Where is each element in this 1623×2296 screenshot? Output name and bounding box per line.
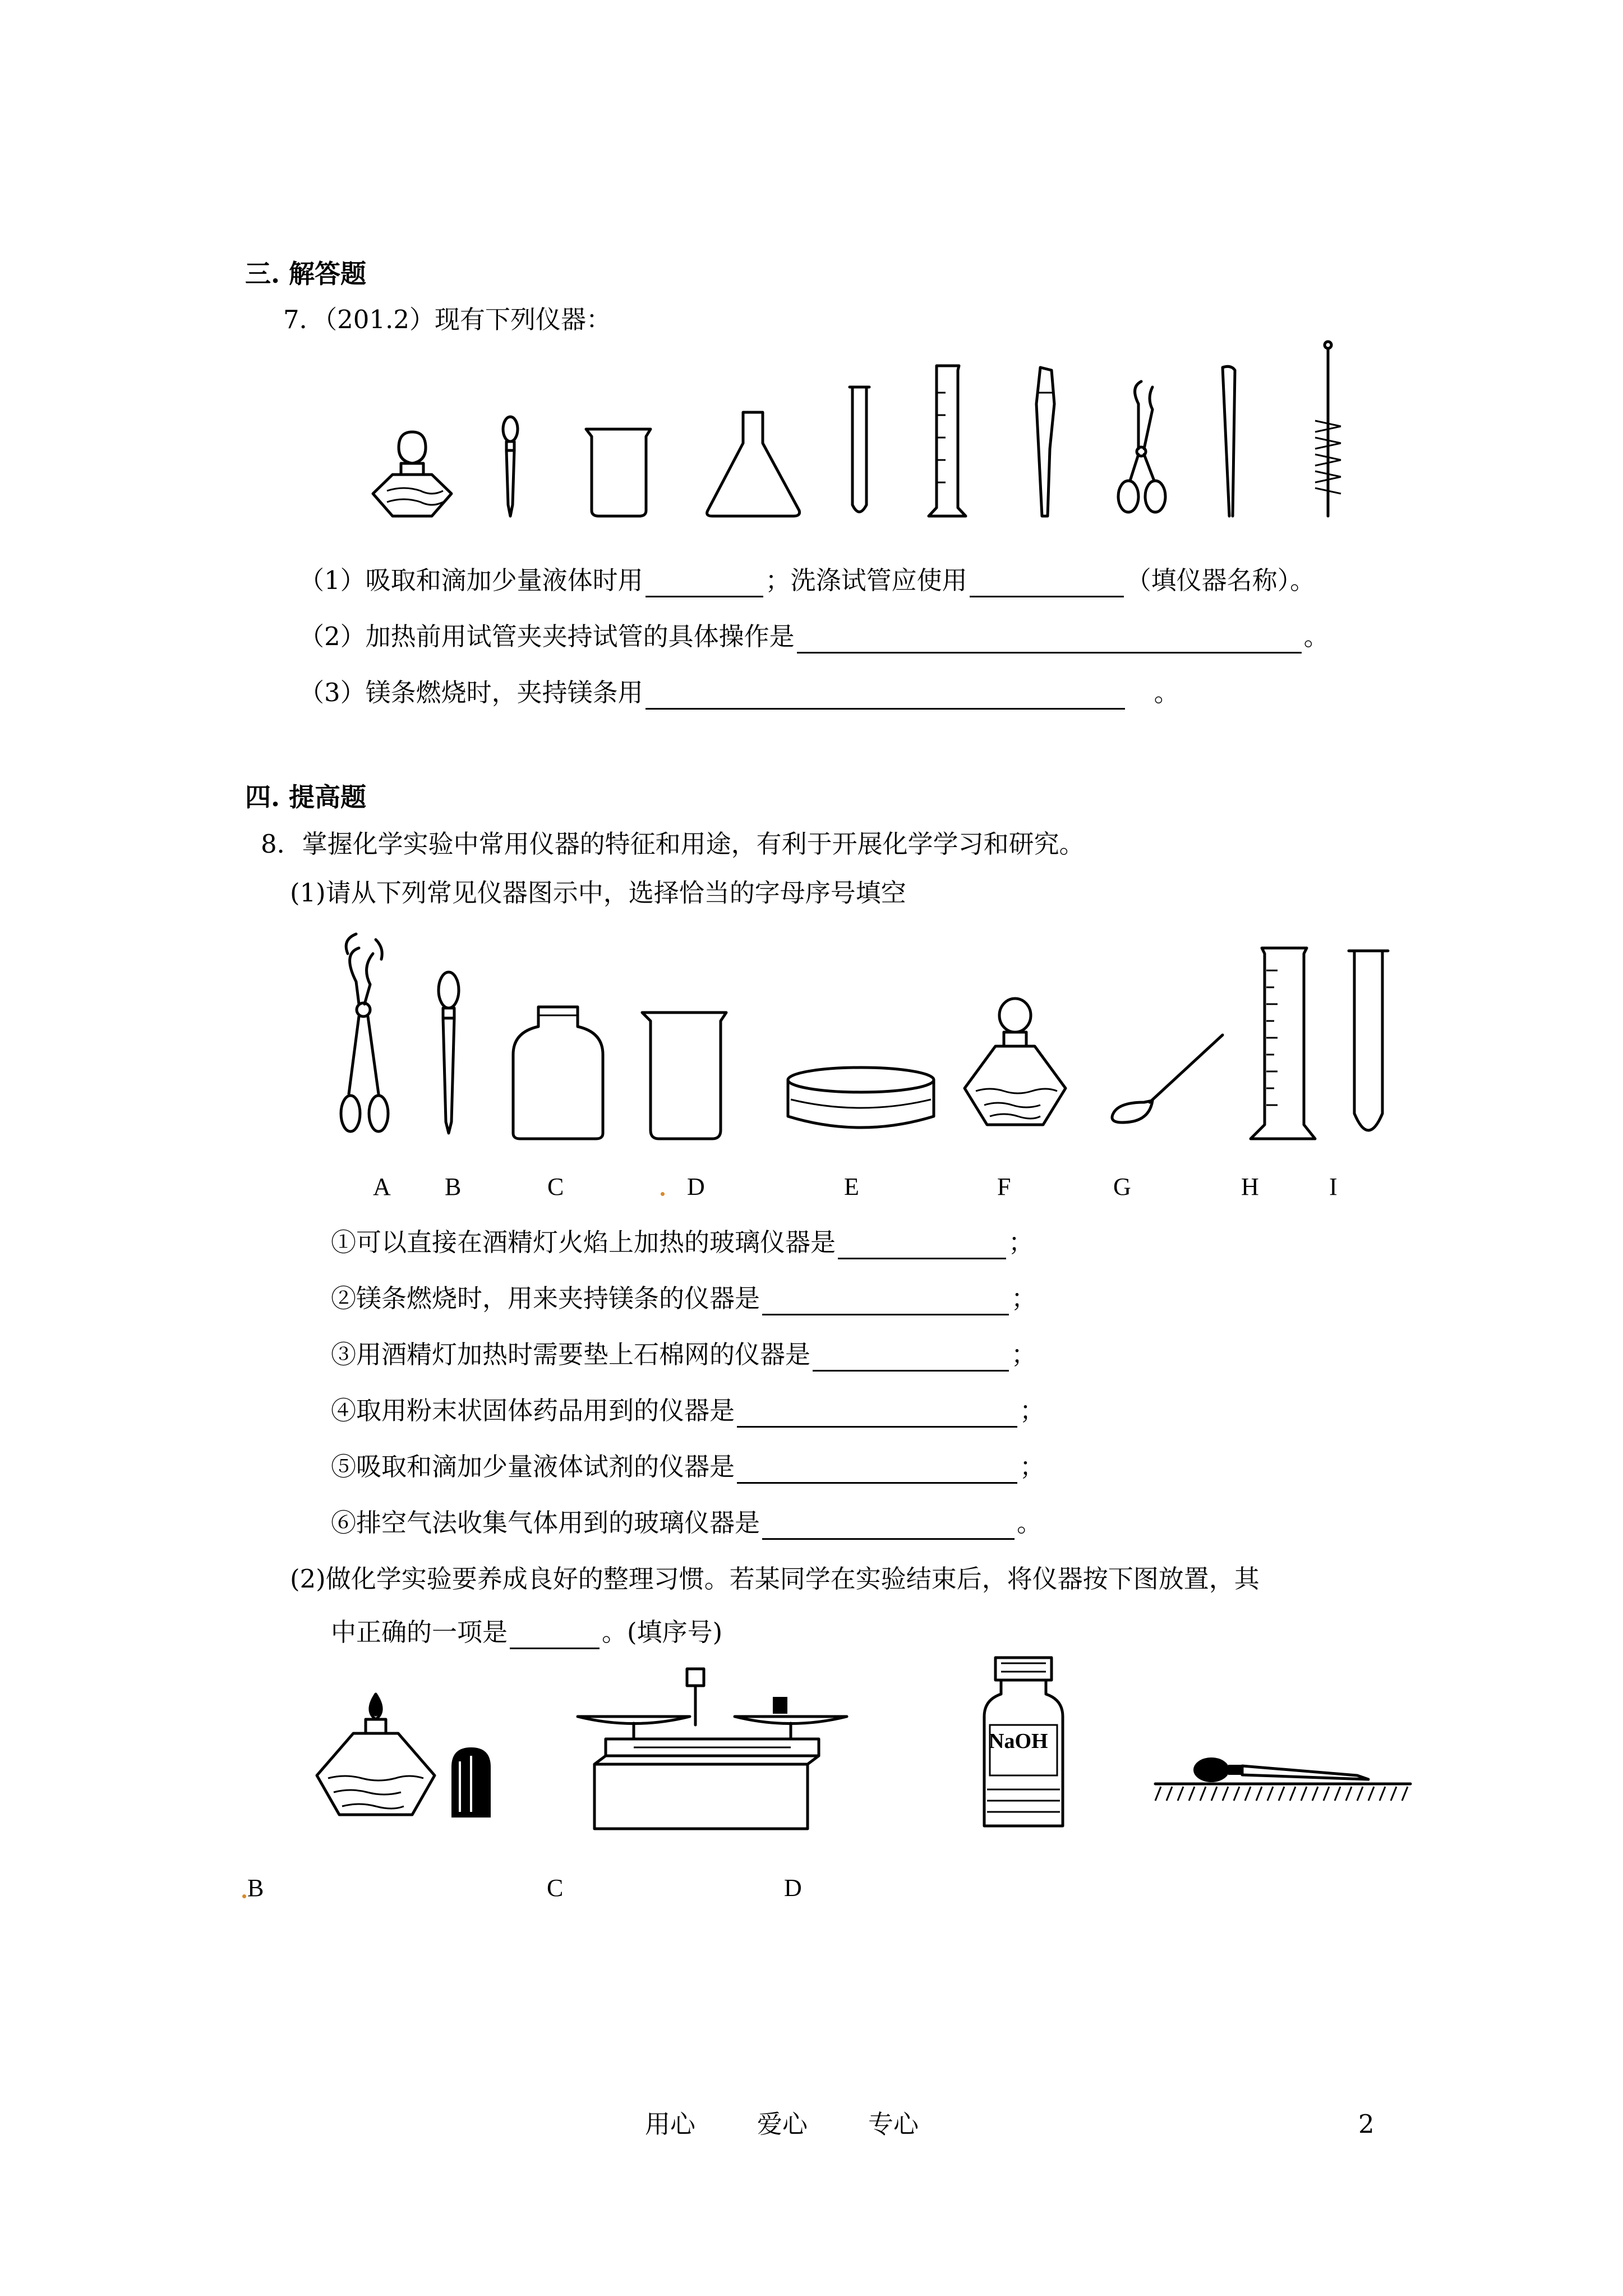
q8-item-4: ④取用粉末状固体药品用到的仪器是 ； [331, 1394, 1045, 1428]
footer-motto-2: 爱心 [757, 2109, 808, 2139]
footer-motto-3: 专心 [868, 2109, 919, 2139]
stray-mark [242, 1890, 246, 1901]
q8-item-5: ⑤吸取和滴加少量液体试剂的仪器是 ； [331, 1450, 1045, 1484]
q8-letter-i: I [1329, 1173, 1338, 1200]
q8-item-6: ⑥排空气法收集气体用到的玻璃仪器是 。 [331, 1506, 1042, 1540]
q8-item-3: ③用酒精灯加热时需要垫上石棉网的仪器是 ； [331, 1338, 1036, 1372]
balance-icon [578, 1669, 847, 1829]
section3-heading: 三. 解答题 [245, 259, 367, 289]
q8-option-d: D [784, 1874, 802, 1902]
footer-motto-1: 用心 [645, 2109, 696, 2139]
q8-stem: 8．掌握化学实验中常用仪器的特征和用途，有利于开展化学学习和研究。 [261, 829, 1085, 859]
q7-part3: （3）镁条燃烧时，夹持镁条用 。 [299, 676, 1179, 710]
q7-part1: （1）吸取和滴加少量液体时用 ；洗涤试管应使用 （填仪器名称）。 [299, 564, 1315, 597]
q8-letter-c: C [547, 1173, 564, 1200]
q8-sub2-line1: (2)做化学实验要养成良好的整理习惯。若某同学在实验结束后，将仪器按下图放置，其 [290, 1564, 1260, 1594]
q8-letter-d: D [687, 1173, 705, 1200]
q8-item-2: ②镁条燃烧时，用来夹持镁条的仪器是 ； [331, 1282, 1036, 1315]
q8-letter-h: H [1241, 1173, 1259, 1200]
q8-letter-g: G [1113, 1173, 1131, 1200]
q8-letter-f: F [997, 1173, 1011, 1200]
q8-sub1: (1)请从下列常见仪器图示中，选择恰当的字母序号填空 [290, 878, 906, 908]
q8-letter-a: A [373, 1173, 391, 1200]
section4-heading: 四. 提高题 [245, 782, 367, 812]
q8-item-1: ①可以直接在酒精灯火焰上加热的玻璃仪器是 ； [331, 1226, 1034, 1259]
alcohol-lamp-with-cap-icon [317, 1694, 491, 1818]
bottle-label: NaOH [989, 1729, 1048, 1753]
q8-letter-b: B [445, 1173, 462, 1200]
dropper-on-table-icon [1155, 1757, 1410, 1801]
q8-option-b: B [247, 1874, 264, 1902]
q8-letter-e: E [844, 1173, 859, 1200]
q7-stem: 7．（201.2）现有下列仪器： [283, 305, 611, 334]
page-number: 2 [1358, 2109, 1375, 2139]
q7-part2: （2）加热前用试管夹夹持试管的具体操作是 。 [299, 620, 1329, 654]
q8-sub2-line2: 中正确的一项是 。(填序号) [331, 1616, 722, 1649]
q8-option-c: C [547, 1874, 564, 1902]
